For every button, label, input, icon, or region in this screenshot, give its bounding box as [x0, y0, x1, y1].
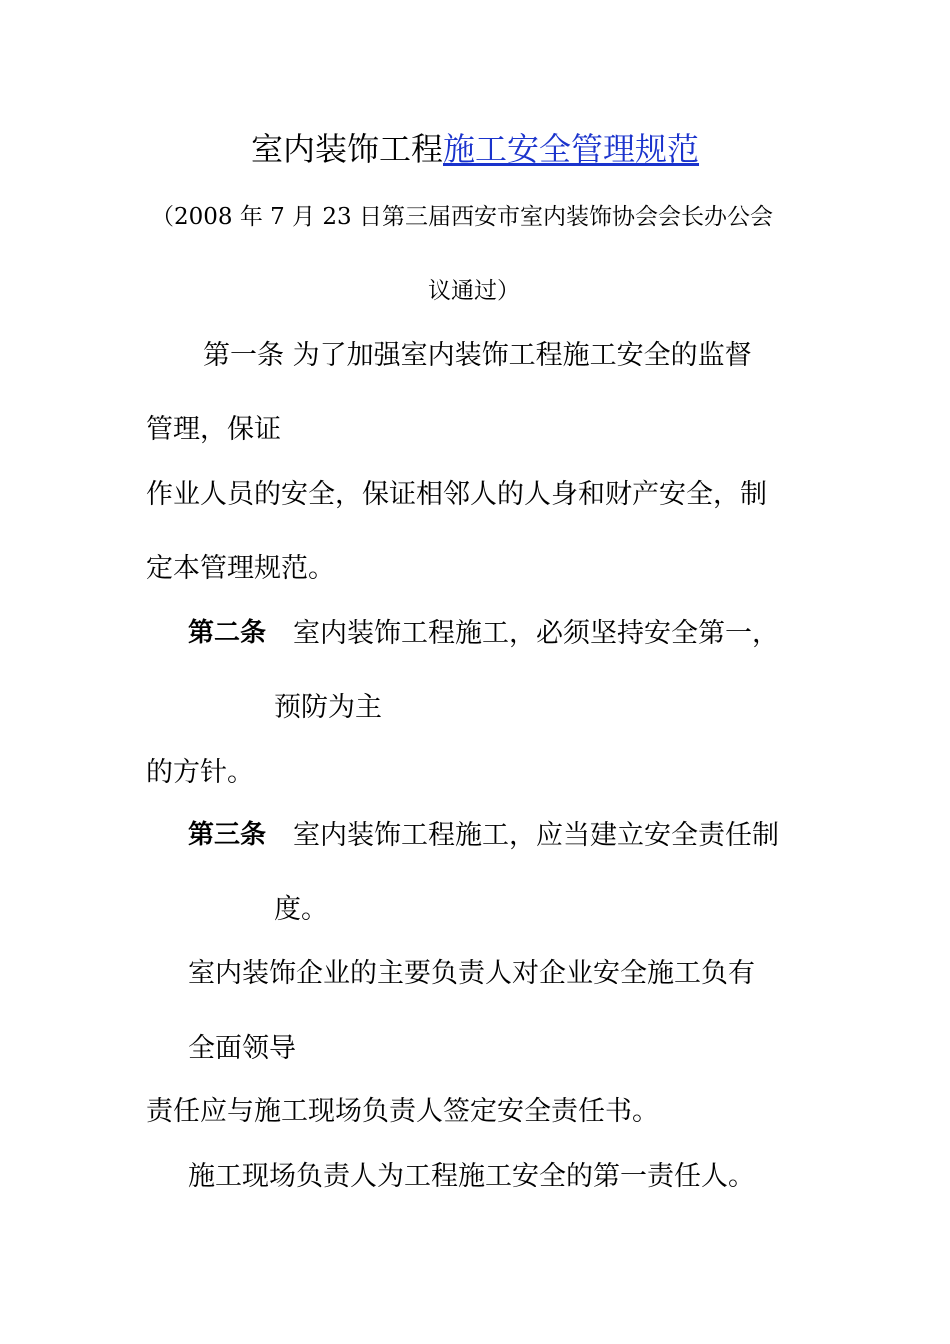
article3-line-2: 度。: [274, 894, 328, 925]
title-plain-text: 室内装饰工程: [250, 130, 443, 168]
article1-line-1: 第一条 为了加强室内装饰工程施工安全的监督: [203, 340, 752, 371]
article3-label: 第三条: [188, 820, 267, 850]
article1-line-4: 定本管理规范。: [146, 553, 335, 584]
document-title: [0, 130, 950, 168]
article3-para2-line-1: 室内装饰企业的主要负责人对企业安全施工负有: [188, 958, 755, 989]
article1-line-3: 作业人员的安全，保证相邻人的人身和财产安全，制: [146, 479, 767, 510]
article2-line-2: 预防为主: [274, 692, 382, 723]
subtitle-line-1: （2008 年 7 月 23 日第三届西安市室内装饰协会会长办公会: [151, 204, 773, 230]
subtitle-line-2: 议通过）: [428, 278, 520, 304]
article3-para2-line-3: 责任应与施工现场负责人签定安全责任书。: [146, 1096, 659, 1127]
article2-line-1: 室内装饰工程施工，必须坚持安全第一，: [293, 618, 779, 649]
title-link[interactable]: 施工安全管理规范: [443, 130, 700, 168]
article3-para2-line-2: 全面领导: [188, 1033, 296, 1064]
article1-line-2: 管理，保证: [146, 414, 281, 445]
article3-para3-line-1: 施工现场负责人为工程施工安全的第一责任人。: [188, 1161, 755, 1192]
article2-line-3: 的方针。: [146, 757, 254, 788]
article2-label: 第二条: [188, 618, 267, 648]
article3-line-1: 室内装饰工程施工，应当建立安全责任制: [293, 820, 779, 851]
